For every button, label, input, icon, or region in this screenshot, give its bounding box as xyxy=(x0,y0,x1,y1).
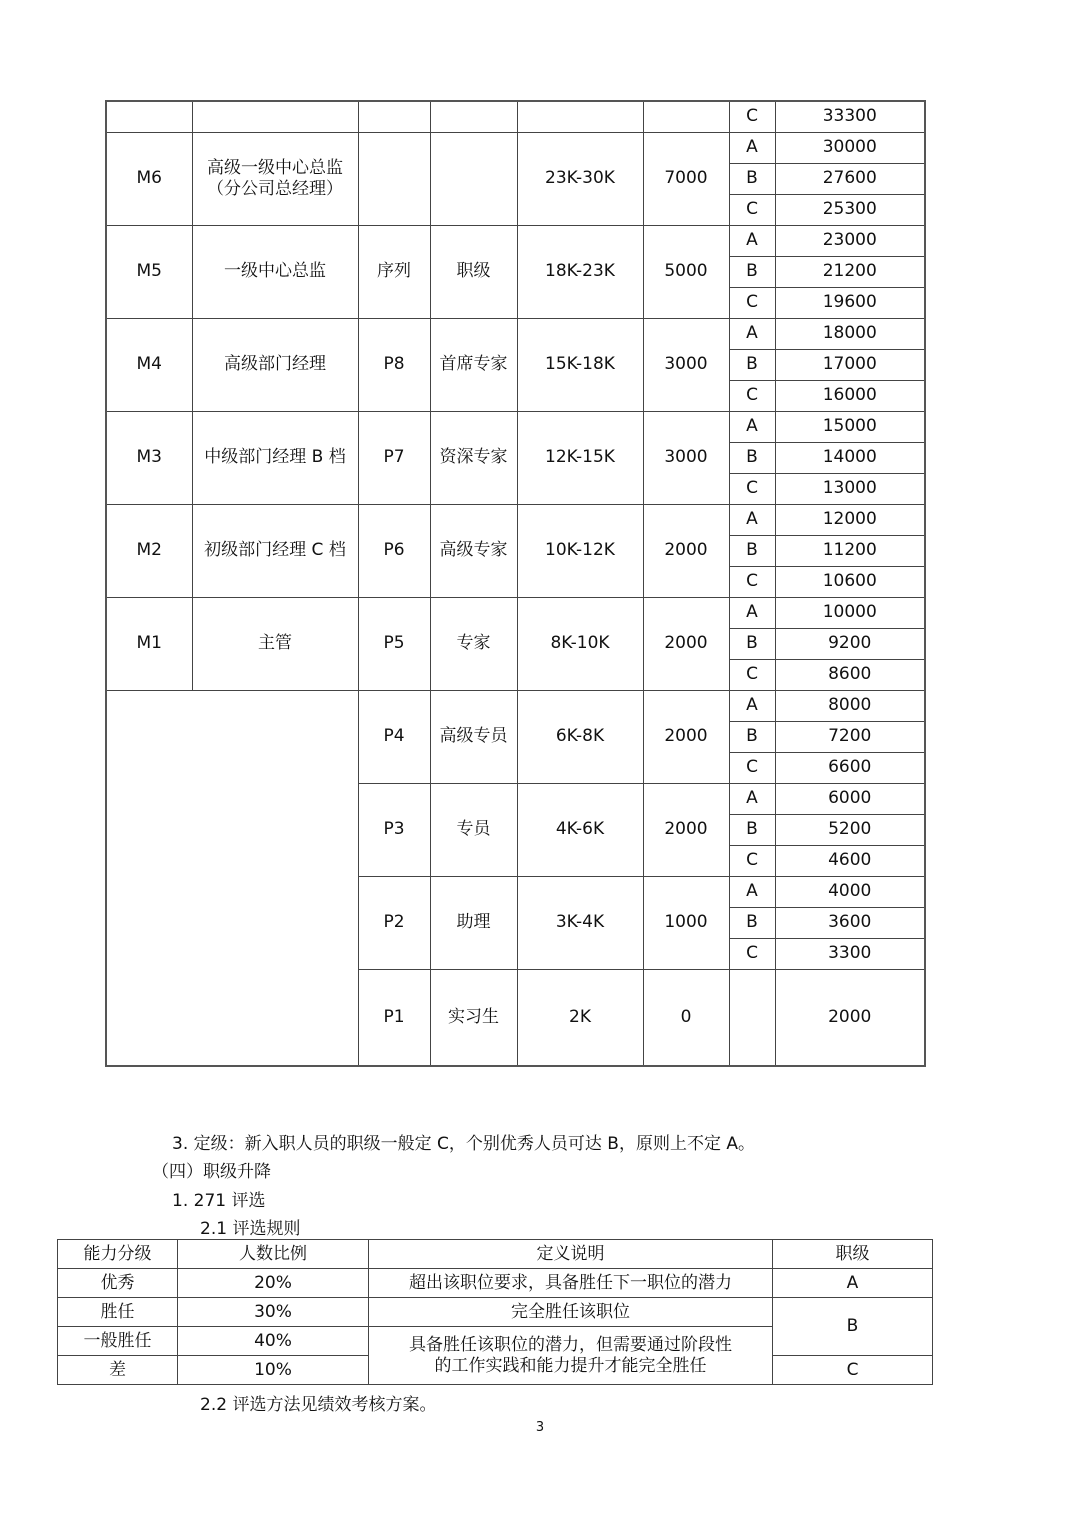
salary-range-cell: 10K-12K xyxy=(517,505,643,598)
salary-cell: 3600 xyxy=(775,908,925,939)
m-title-line: （分公司总经理） xyxy=(207,179,343,199)
sub-grade-cell: A xyxy=(729,598,775,629)
p-grade-cell: P5 xyxy=(358,598,430,691)
sub-grade-cell: B xyxy=(729,164,775,195)
grade-table xyxy=(105,100,926,1067)
level-cell: 优秀 xyxy=(58,1269,178,1298)
m-title-cell xyxy=(192,133,358,226)
sub-grade-cell: B xyxy=(729,722,775,753)
sub-grade-cell: B xyxy=(729,815,775,846)
p-title-cell: 实习生 xyxy=(430,970,517,1067)
salary-cell: 23000 xyxy=(775,226,925,257)
m-grade-cell: M5 xyxy=(106,226,192,319)
m-title-line: 一级中心总监 xyxy=(224,261,326,282)
salary-cell: 3300 xyxy=(775,939,925,970)
empty-m-area xyxy=(106,691,358,1067)
column-header: 人数比例 xyxy=(178,1240,369,1269)
sub-grade-cell: B xyxy=(729,350,775,381)
definition-cell: 超出该职位要求，具备胜任下一职位的潜力 xyxy=(369,1269,773,1298)
salary-range-cell: 2K xyxy=(517,970,643,1067)
salary-cell: 21200 xyxy=(775,257,925,288)
salary-cell: 2000 xyxy=(775,970,925,1067)
salary-cell: 5200 xyxy=(775,815,925,846)
rule-heading: 2.1 评选规则 xyxy=(200,1219,301,1239)
table-row xyxy=(106,691,925,722)
salary-range-cell: 6K-8K xyxy=(517,691,643,784)
p-grade-cell: P8 xyxy=(358,319,430,412)
p-title-cell: 资深专家 xyxy=(430,412,517,505)
m-title-line: 中级部门经理 B 档 xyxy=(204,447,346,468)
step-cell: 0 xyxy=(643,970,729,1067)
table-row xyxy=(58,1298,933,1327)
table-row xyxy=(106,226,925,257)
p-grade-cell: P4 xyxy=(358,691,430,784)
p-title-cell: 专员 xyxy=(430,784,517,877)
p-grade-cell xyxy=(358,133,430,226)
p-title-cell: 专家 xyxy=(430,598,517,691)
salary-cell: 17000 xyxy=(775,350,925,381)
salary-cell: 16000 xyxy=(775,381,925,412)
step-cell: 7000 xyxy=(643,133,729,226)
m-grade-cell: M6 xyxy=(106,133,192,226)
sub-grade-cell: C xyxy=(729,288,775,319)
sub-grade-cell: A xyxy=(729,226,775,257)
step-cell: 3000 xyxy=(643,412,729,505)
m-title-line: 主管 xyxy=(258,633,292,654)
ratio-cell: 40% xyxy=(178,1327,369,1356)
salary-range-cell: 15K-18K xyxy=(517,319,643,412)
grade-cell: B xyxy=(773,1298,933,1356)
sub-grade-cell: C xyxy=(729,939,775,970)
definition-cell: 完全胜任该职位 xyxy=(369,1298,773,1327)
table-header-row xyxy=(58,1240,933,1269)
p-title-cell: 职级 xyxy=(430,226,517,319)
sub-grade-cell: A xyxy=(729,877,775,908)
column-header: 定义说明 xyxy=(369,1240,773,1269)
sub-grade-cell: B xyxy=(729,257,775,288)
table-row xyxy=(106,319,925,350)
m-title-line: 初级部门经理 C 档 xyxy=(204,540,346,561)
sub-grade-cell: A xyxy=(729,505,775,536)
sub-grade-cell: C xyxy=(729,195,775,226)
salary-cell: 33300 xyxy=(775,101,925,133)
salary-cell: 30000 xyxy=(775,133,925,164)
salary-cell: 13000 xyxy=(775,474,925,505)
level-cell: 胜任 xyxy=(58,1298,178,1327)
m-grade-cell: M3 xyxy=(106,412,192,505)
m-grade-cell: M4 xyxy=(106,319,192,412)
definition-line: 具备胜任该职位的潜力，但需要通过阶段性 xyxy=(409,1335,732,1356)
sub-grade-cell: C xyxy=(729,381,775,412)
salary-cell: 15000 xyxy=(775,412,925,443)
sub-grade-cell: B xyxy=(729,629,775,660)
m-title-cell xyxy=(192,226,358,319)
step-cell: 2000 xyxy=(643,505,729,598)
table-row xyxy=(106,505,925,536)
step-cell: 2000 xyxy=(643,691,729,784)
sub-grade-cell: A xyxy=(729,319,775,350)
salary-cell: 12000 xyxy=(775,505,925,536)
step-cell: 5000 xyxy=(643,226,729,319)
p-title-cell: 高级专员 xyxy=(430,691,517,784)
sub-grade-cell: C xyxy=(729,753,775,784)
m-title-line: 高级一级中心总监 xyxy=(207,157,343,178)
sub-grade-cell: C xyxy=(729,846,775,877)
salary-range-cell: 3K-4K xyxy=(517,877,643,970)
sub-grade-cell: C xyxy=(729,474,775,505)
eval-table xyxy=(57,1239,933,1385)
level-cell: 差 xyxy=(58,1356,178,1385)
m-title-cell xyxy=(192,505,358,598)
p-grade-cell: 序列 xyxy=(358,226,430,319)
salary-cell: 4000 xyxy=(775,877,925,908)
page-number: 3 xyxy=(535,1420,545,1435)
salary-cell: 11200 xyxy=(775,536,925,567)
table-row xyxy=(106,412,925,443)
salary-cell: 18000 xyxy=(775,319,925,350)
step-cell: 3000 xyxy=(643,319,729,412)
m-title-cell xyxy=(192,319,358,412)
table-row xyxy=(106,598,925,629)
method-note: 2.2 评选方法见绩效考核方案。 xyxy=(200,1395,437,1415)
salary-range-cell: 12K-15K xyxy=(517,412,643,505)
step-cell: 1000 xyxy=(643,877,729,970)
table-row xyxy=(58,1269,933,1298)
table-row xyxy=(106,101,925,133)
p-grade-cell: P2 xyxy=(358,877,430,970)
p-grade-cell: P3 xyxy=(358,784,430,877)
sub-grade-cell: A xyxy=(729,412,775,443)
ratio-cell: 30% xyxy=(178,1298,369,1327)
column-header: 能力分级 xyxy=(58,1240,178,1269)
grade-cell: A xyxy=(773,1269,933,1298)
sub-grade-cell: C xyxy=(729,101,775,133)
salary-cell: 27600 xyxy=(775,164,925,195)
salary-cell: 10000 xyxy=(775,598,925,629)
step-cell: 2000 xyxy=(643,598,729,691)
ratio-cell: 20% xyxy=(178,1269,369,1298)
salary-cell: 9200 xyxy=(775,629,925,660)
salary-cell: 6000 xyxy=(775,784,925,815)
sub-grade-cell xyxy=(729,970,775,1067)
m-title-cell xyxy=(192,412,358,505)
step-cell: 2000 xyxy=(643,784,729,877)
m-title-line: 高级部门经理 xyxy=(224,354,326,375)
column-header: 职级 xyxy=(773,1240,933,1269)
section-4-heading: （四）职级升降 xyxy=(152,1162,271,1182)
salary-cell: 4600 xyxy=(775,846,925,877)
salary-range-cell: 23K-30K xyxy=(517,133,643,226)
ratio-cell: 10% xyxy=(178,1356,369,1385)
salary-cell: 6600 xyxy=(775,753,925,784)
item-3-text: 3. 定级：新入职人员的职级一般定 C，个别优秀人员可达 B，原则上不定 A。 xyxy=(172,1134,755,1154)
sub-grade-cell: A xyxy=(729,133,775,164)
salary-range-cell: 4K-6K xyxy=(517,784,643,877)
sub-grade-cell: C xyxy=(729,567,775,598)
salary-range-cell: 8K-10K xyxy=(517,598,643,691)
definition-line: 的工作实践和能力提升才能完全胜任 xyxy=(434,1355,707,1376)
sub-grade-cell: B xyxy=(729,536,775,567)
sub-grade-cell: C xyxy=(729,660,775,691)
m-title-cell xyxy=(192,598,358,691)
salary-cell: 10600 xyxy=(775,567,925,598)
definition-cell xyxy=(369,1327,773,1385)
sub-grade-cell: B xyxy=(729,443,775,474)
salary-cell: 8000 xyxy=(775,691,925,722)
p-grade-cell: P1 xyxy=(358,970,430,1067)
salary-cell: 7200 xyxy=(775,722,925,753)
m-grade-cell: M1 xyxy=(106,598,192,691)
sub-grade-cell: B xyxy=(729,908,775,939)
p-title-cell: 首席专家 xyxy=(430,319,517,412)
p-grade-cell: P7 xyxy=(358,412,430,505)
salary-cell: 8600 xyxy=(775,660,925,691)
p-title-cell xyxy=(430,133,517,226)
sub-grade-cell: A xyxy=(729,691,775,722)
p-title-cell: 高级专家 xyxy=(430,505,517,598)
item-1-text: 1. 271 评选 xyxy=(172,1191,266,1211)
salary-cell: 25300 xyxy=(775,195,925,226)
p-grade-cell: P6 xyxy=(358,505,430,598)
salary-cell: 14000 xyxy=(775,443,925,474)
grade-cell: C xyxy=(773,1356,933,1385)
salary-cell: 19600 xyxy=(775,288,925,319)
p-title-cell: 助理 xyxy=(430,877,517,970)
m-grade-cell: M2 xyxy=(106,505,192,598)
level-cell: 一般胜任 xyxy=(58,1327,178,1356)
sub-grade-cell: A xyxy=(729,784,775,815)
salary-range-cell: 18K-23K xyxy=(517,226,643,319)
table-row xyxy=(106,133,925,164)
